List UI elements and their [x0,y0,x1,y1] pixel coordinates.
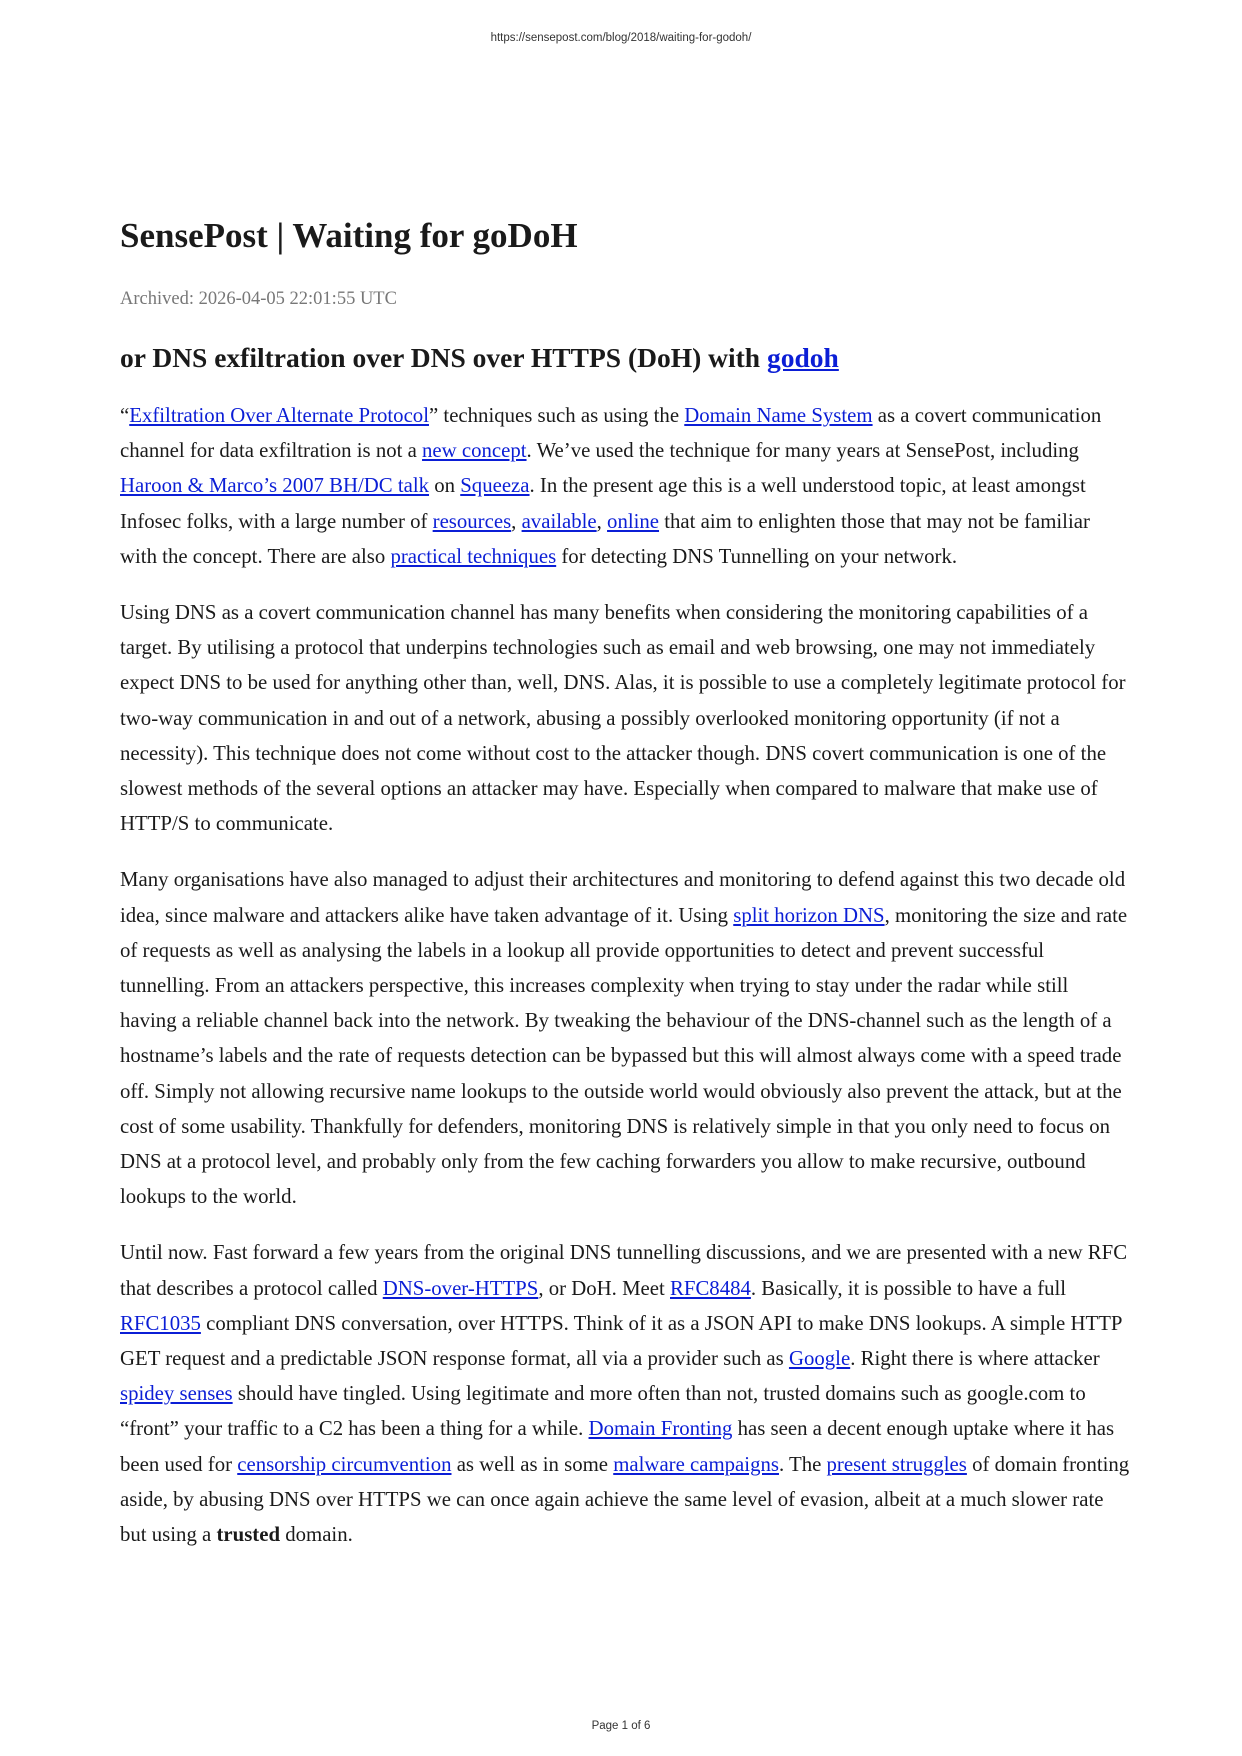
malware-campaigns-link[interactable]: malware campaigns [613,1452,779,1476]
text-run: should have tingled. Using legitimate and more often than not, trusted domains such as google.com to “front” your traffic to a C2 has been a thing for a while. [120,1382,1086,1441]
godoh-link[interactable]: godoh [766,342,839,373]
article-subtitle [120,340,1130,376]
new-concept-link[interactable]: new concept [422,439,527,463]
page-title: SensePost | Waiting for goDoH [120,216,578,255]
paragraph-intro [120,398,1130,574]
text-run: that aim to enlighten those that may not be familiar with the concept. There are also [120,509,1090,568]
text-run: as a covert communication channel for data exfiltration is not a [120,404,1102,463]
bhdc-talk-link[interactable]: Haroon & Marco’s 2007 BH/DC talk [120,474,430,498]
rfc1035-link[interactable]: RFC1035 [120,1311,201,1335]
squeeza-link[interactable]: Squeeza [460,474,530,498]
text-run: “ [120,404,130,427]
page-number: Page 1 of 6 [591,1720,651,1732]
text-run: ” techniques such as using the [428,404,685,427]
text-run: . Right there is where attacker [850,1347,1100,1371]
paragraph-doh [120,1235,1130,1552]
text-run: . The [778,1452,827,1476]
trusted-emphasis: trusted [216,1523,281,1547]
archived-timestamp: Archived: 2026-04-05 22:01:55 UTC [120,289,397,309]
spidey-senses-link[interactable]: spidey senses [120,1382,233,1406]
article [120,212,1130,1552]
paragraph-benefits: Using DNS as a covert communication channel has many benefits when considering the monitoring capabilities of a target. By utilising a protocol that underpins technologies such as email and web browsing, one may not immediately expect DNS to be used for anything other than, well, DNS. Alas, it is possible to use a completely legitimate protocol for two-way communication in and out of a network, abusing a possibly overlooked monitoring opportunity (if not a necessity). This technique does not come without cost to the attacker though. DNS covert communication is one of the slowest methods of the several options an attacker may have. Especially when compared to malware that make use of HTTP/S to communicate. [120,601,1126,836]
present-struggles-link[interactable]: present struggles [826,1452,967,1476]
text-run: for detecting DNS Tunnelling on your network. [556,544,958,568]
practical-techniques-link[interactable]: practical techniques [390,544,557,568]
text-run: , [511,509,522,533]
text-run: has seen a decent enough uptake where it has been used for [120,1417,1115,1476]
exfiltration-protocol-link[interactable]: Exfiltration Over Alternate Protocol [129,404,429,427]
text-run: of domain fronting aside, by abusing DNS over HTTPS we can once again achieve the same level of evasion, albeit at a much slower rate but using a [120,1452,1130,1547]
text-run: on [429,474,461,498]
text-run: , [596,509,608,533]
text-run: . We’ve used the technique for many years at SensePost, including [526,439,1079,463]
page-url-header: https://sensepost.com/blog/2018/waiting-for-godoh/ [490,32,752,44]
text-run: . Basically, it is possible to have a full [750,1276,1067,1300]
rfc8484-link[interactable]: RFC8484 [670,1276,751,1300]
text-run: Many organisations have also managed to adjust their architectures and monitoring to defend against this two decade old idea, since malware and attackers alike have taken advantage of it. Using [120,868,1126,927]
subtitle-text: or DNS exfiltration over DNS over HTTPS (DoH) with [120,342,767,373]
censorship-circumvention-link[interactable]: censorship circumvention [237,1452,452,1476]
online-link[interactable]: online [607,509,660,533]
text-run: , or DoH. Meet [538,1276,670,1300]
google-link[interactable]: Google [788,1347,851,1371]
resources-link[interactable]: resources [432,509,512,533]
text-run: compliant DNS conversation, over HTTPS. Think of it as a JSON API to make DNS lookups. A simple HTTP GET request and a predictable JSON response format, all via a provider such as [120,1311,1122,1371]
domain-fronting-link[interactable]: Domain Fronting [588,1417,733,1441]
text-run: , monitoring the size and rate of requests as well as analysing the labels in a lookup all provide opportunities to detect and prevent successful tunnelling. From an attackers perspective, this increases complexity when trying to stay under the radar while still having a reliable channel back into the network. By tweaking the behaviour of the DNS-channel such as the length of a hostname’s labels and the rate of requests detection can be bypassed but this will almost always come with a speed trade off. Simply not allowing recursive name lookups to the outside world would obviously also prevent the attack, but at the cost of some usability. Thankfully for defenders, monitoring DNS is relatively simple in that you only need to focus on DNS at a protocol level, and probably only from the few caching forwarders you allow to make recursive, outbound lookups to the world. [120,903,1128,1209]
paragraph-defenses [120,862,1130,1214]
text-run: . In the present age this is a well understood topic, at least amongst Infosec folks, with a large number of [120,474,1086,533]
text-run: as well as in some [451,1452,614,1476]
available-link[interactable]: available [521,509,597,533]
text-run: domain. [280,1523,353,1547]
split-horizon-dns-link[interactable]: split horizon DNS [733,903,885,927]
dns-over-https-link[interactable]: DNS-over-HTTPS [382,1276,539,1300]
text-run: Until now. Fast forward a few years from the original DNS tunnelling discussions, and we are presented with a new RFC that describes a protocol called [120,1241,1128,1300]
domain-name-system-link[interactable]: Domain Name System [684,404,873,427]
